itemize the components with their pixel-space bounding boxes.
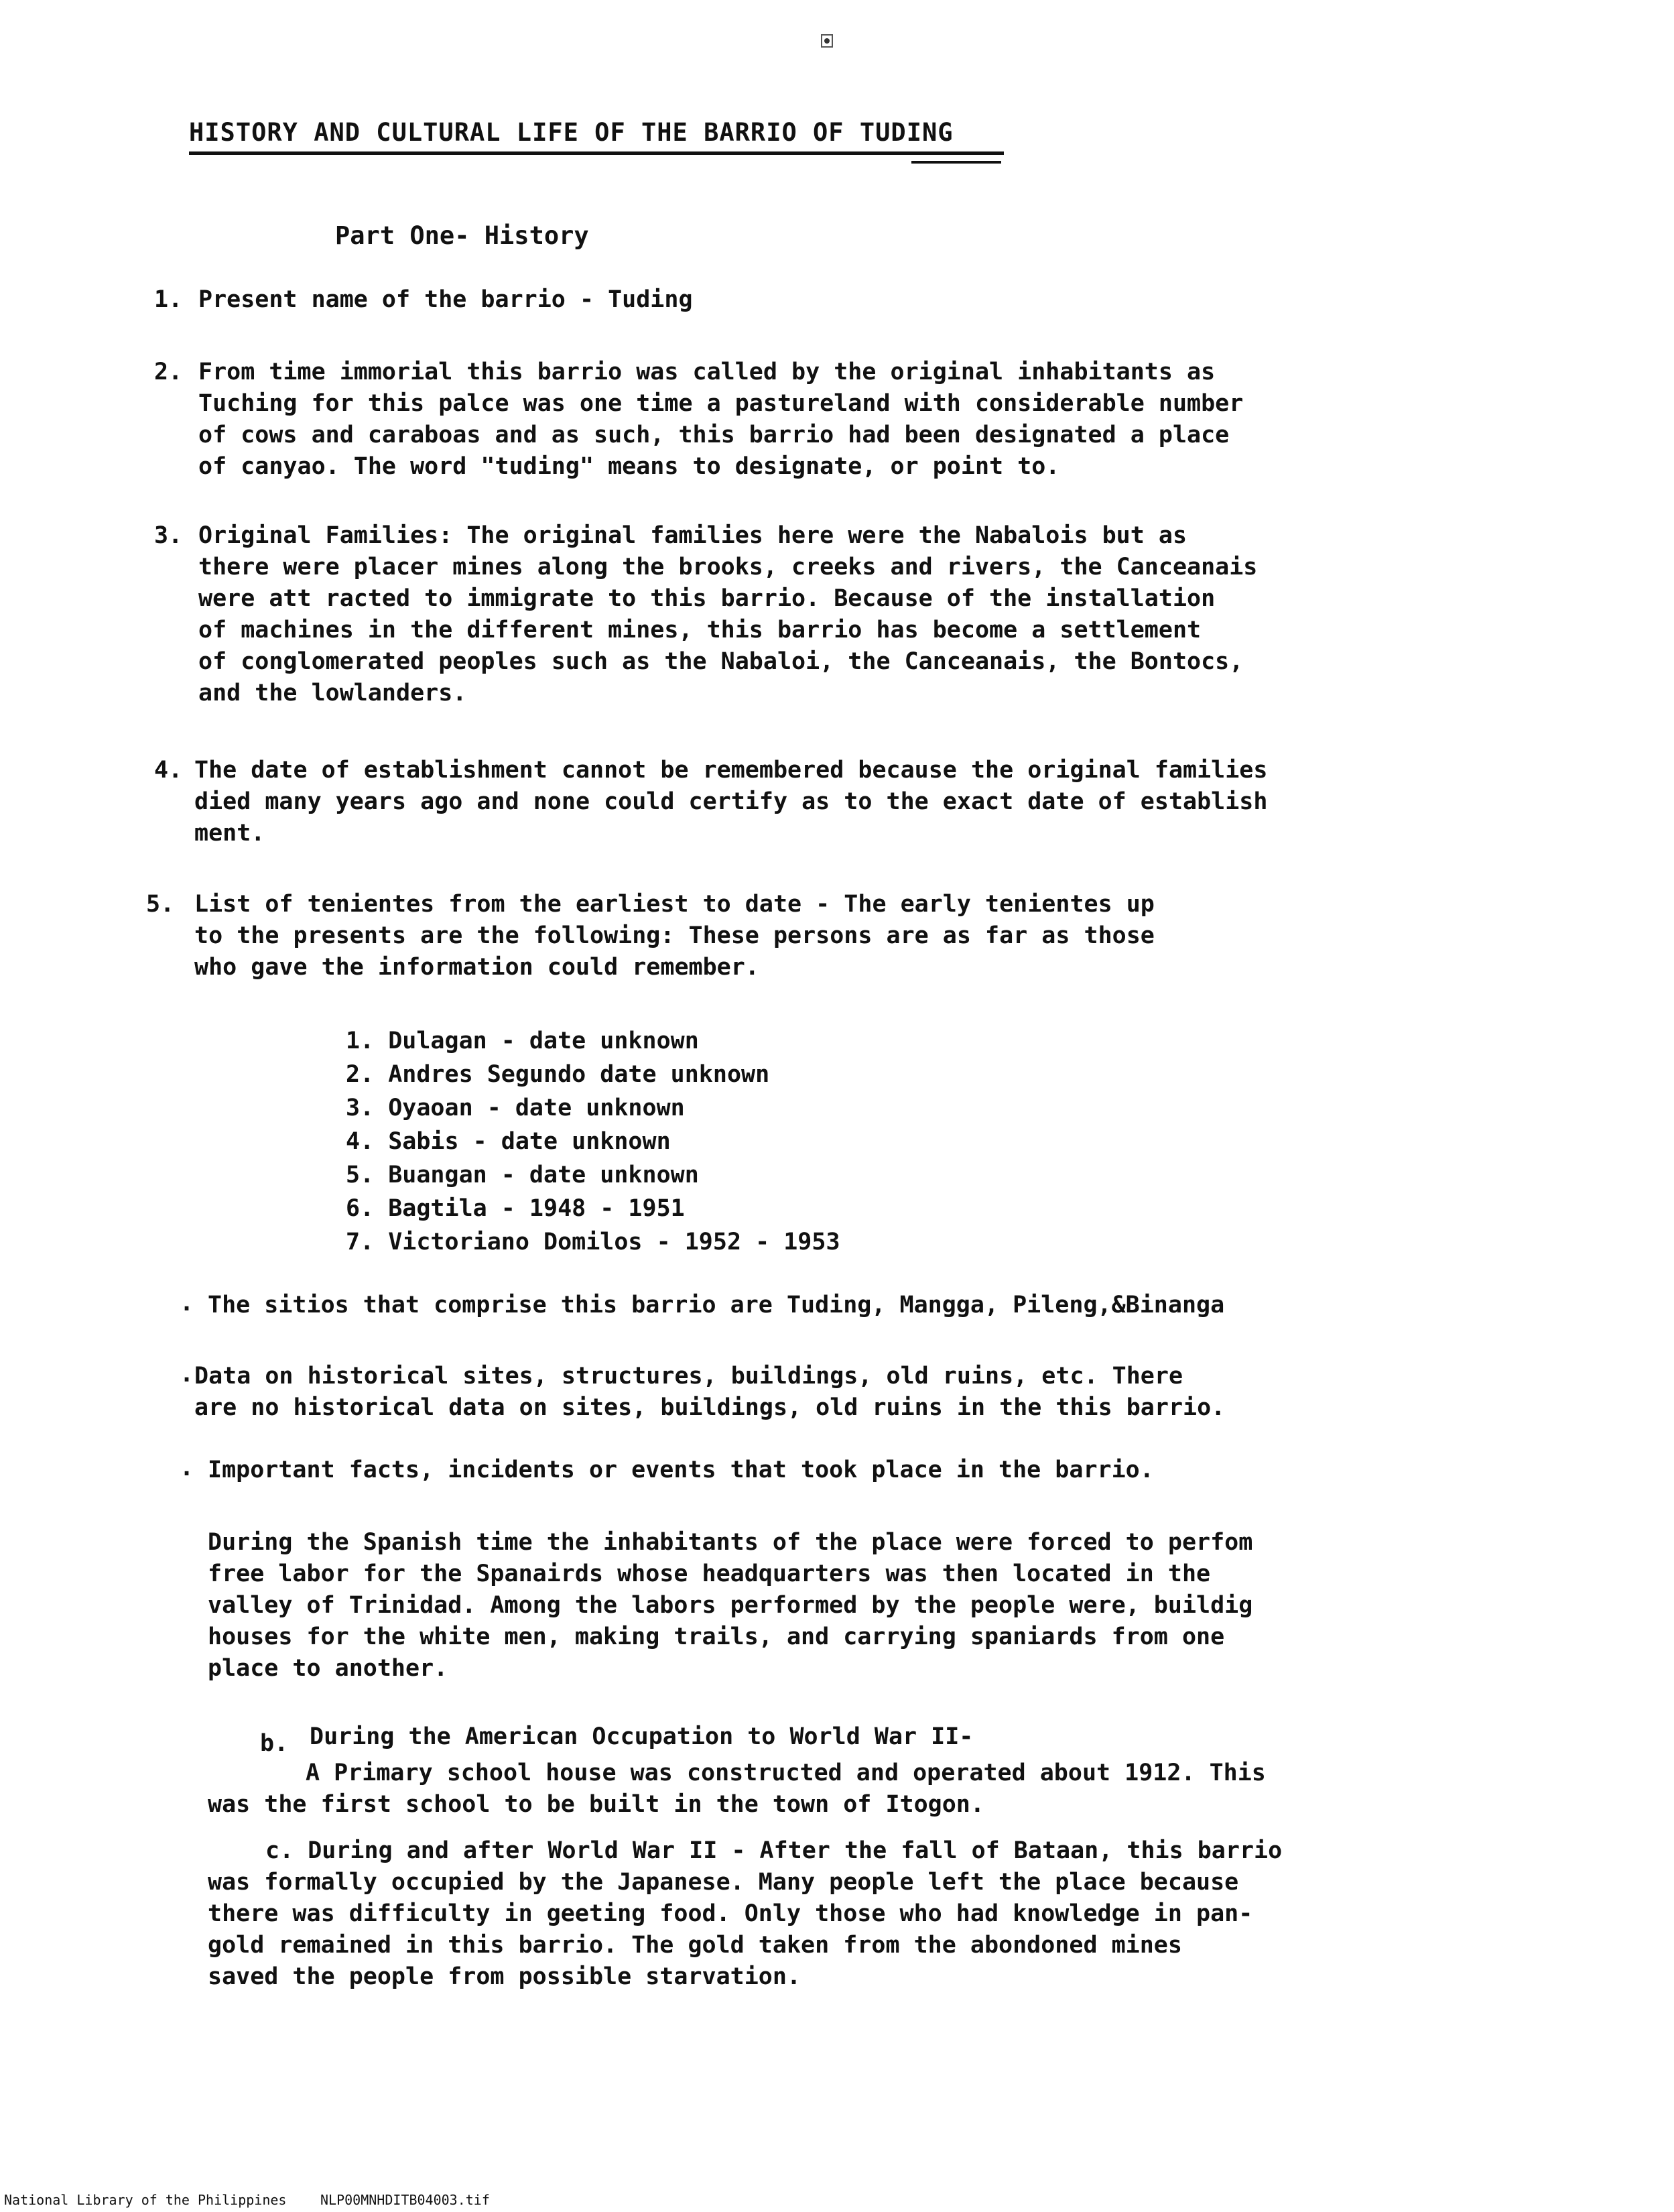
facts-line: Important facts, incidents or events that took place in the barrio. xyxy=(208,1457,1154,1483)
historical-bullet: . xyxy=(180,1361,194,1388)
section-3-line: were att racted to immigrate to this barrio. Because of the installation xyxy=(198,585,1216,612)
world-war-line: saved the people from possible starvation. xyxy=(208,1963,801,1990)
footer-filename: NLP00MNHDITB04003.tif xyxy=(320,2192,490,2208)
document-title: HISTORY AND CULTURAL LIFE OF THE BARRIO OF TUDING xyxy=(189,118,954,147)
american-line: was the first school to be built in the town of Itogon. xyxy=(208,1791,984,1818)
section-3-line: of machines in the different mines, this barrio has become a settlement xyxy=(198,617,1202,643)
section-5-line: who gave the information could remember. xyxy=(194,954,759,981)
sitios-line: The sitios that comprise this barrio are Tuding, Mangga, Pileng,&Binanga xyxy=(208,1292,1225,1318)
world-war-line: c. During and after World War II - After the fall of Bataan, this barrio xyxy=(265,1837,1283,1864)
section-3-line: of conglomerated peoples such as the Nabaloi, the Canceanais, the Bontocs, xyxy=(198,648,1244,675)
world-war-text xyxy=(208,1835,1282,1993)
list-item: 4. Sabis - date unknown xyxy=(346,1128,671,1155)
section-5-line: List of tenientes from the earliest to date - The early tenientes up xyxy=(194,891,1155,918)
section-1-number: 1. xyxy=(154,286,183,313)
section-2-line: From time immorial this barrio was called by the original inhabitants as xyxy=(198,359,1216,385)
world-war-line: gold remained in this barrio. The gold taken from the abondoned mines xyxy=(208,1932,1182,1959)
spanish-line: During the Spanish time the inhabitants of the place were forced to perfom xyxy=(208,1529,1253,1556)
section-4-line: died many years ago and none could certify as to the exact date of establish xyxy=(194,788,1268,815)
section-3-line: and the lowlanders. xyxy=(198,680,467,706)
section-5-text xyxy=(194,889,1155,983)
spanish-line: valley of Trinidad. Among the labors performed by the people were, buildig xyxy=(208,1592,1253,1619)
section-5-line: to the presents are the following: These persons are as far as those xyxy=(194,922,1155,949)
list-item: 5. Buangan - date unknown xyxy=(346,1162,699,1188)
spanish-line: place to another. xyxy=(208,1655,448,1682)
facts-text xyxy=(208,1455,1154,1486)
tenientes-list xyxy=(346,1024,840,1259)
american-text xyxy=(208,1758,1266,1821)
world-war-line: there was difficulty in geeting food. Only those who had knowledge in pan- xyxy=(208,1900,1253,1927)
list-item: 2. Andres Segundo date unknown xyxy=(346,1061,770,1088)
sitios-text xyxy=(208,1290,1224,1321)
section-2-number: 2. xyxy=(154,359,183,385)
section-4-line: The date of establishment cannot be remembered because the original families xyxy=(194,757,1268,784)
historical-line: are no historical data on sites, buildings, old ruins in the this barrio. xyxy=(194,1394,1226,1421)
section-3-number: 3. xyxy=(154,522,183,549)
spanish-line: free labor for the Spanairds whose headquarters was then located in the xyxy=(208,1560,1211,1587)
section-1-text xyxy=(198,284,693,316)
world-war-line: was formally occupied by the Japanese. Many people left the place because xyxy=(208,1869,1239,1896)
facts-bullet: . xyxy=(180,1455,194,1481)
section-3-text xyxy=(198,520,1257,709)
title-underline xyxy=(189,151,1004,155)
sitios-bullet: . xyxy=(180,1290,194,1316)
section-3-line: there were placer mines along the brooks, creeks and rivers, the Canceanais xyxy=(198,554,1258,580)
section-1-line: Present name of the barrio - Tuding xyxy=(198,286,693,313)
footer-library: National Library of the Philippines xyxy=(4,2192,287,2208)
library-stamp-icon xyxy=(820,34,834,48)
section-2-line: Tuching for this palce was one time a pastureland with considerable number xyxy=(198,390,1244,417)
list-item: 1. Dulagan - date unknown xyxy=(346,1028,699,1054)
section-4-number: 4. xyxy=(154,757,183,784)
section-2-line: of canyao. The word "tuding" means to designate, or point to. xyxy=(198,453,1060,480)
list-item: 7. Victoriano Domilos - 1952 - 1953 xyxy=(346,1229,840,1255)
section-2-line: of cows and caraboas and as such, this barrio had been designated a place xyxy=(198,422,1230,448)
spanish-time-text xyxy=(208,1527,1252,1684)
part-heading: Part One- History xyxy=(335,221,589,250)
historical-line: Data on historical sites, structures, buildings, old ruins, etc. There xyxy=(194,1363,1183,1390)
historical-text xyxy=(194,1361,1225,1424)
section-3-line: Original Families: The original families here were the Nabalois but as xyxy=(198,522,1187,549)
american-label: b. xyxy=(260,1730,289,1757)
section-2-text xyxy=(198,357,1243,483)
list-item: 6. Bagtila - 1948 - 1951 xyxy=(346,1195,685,1222)
american-heading xyxy=(310,1721,973,1753)
american-line: During the American Occupation to World War II- xyxy=(310,1723,974,1750)
section-5-number: 5. xyxy=(146,891,175,918)
american-line: A Primary school house was constructed and operated about 1912. This xyxy=(306,1760,1266,1786)
section-4-text xyxy=(194,755,1267,849)
spanish-line: houses for the white men, making trails, and carrying spaniards from one xyxy=(208,1623,1225,1650)
section-4-line: ment. xyxy=(194,820,265,847)
list-item: 3. Oyaoan - date unknown xyxy=(346,1095,685,1121)
title-underline-accent xyxy=(911,161,1001,164)
